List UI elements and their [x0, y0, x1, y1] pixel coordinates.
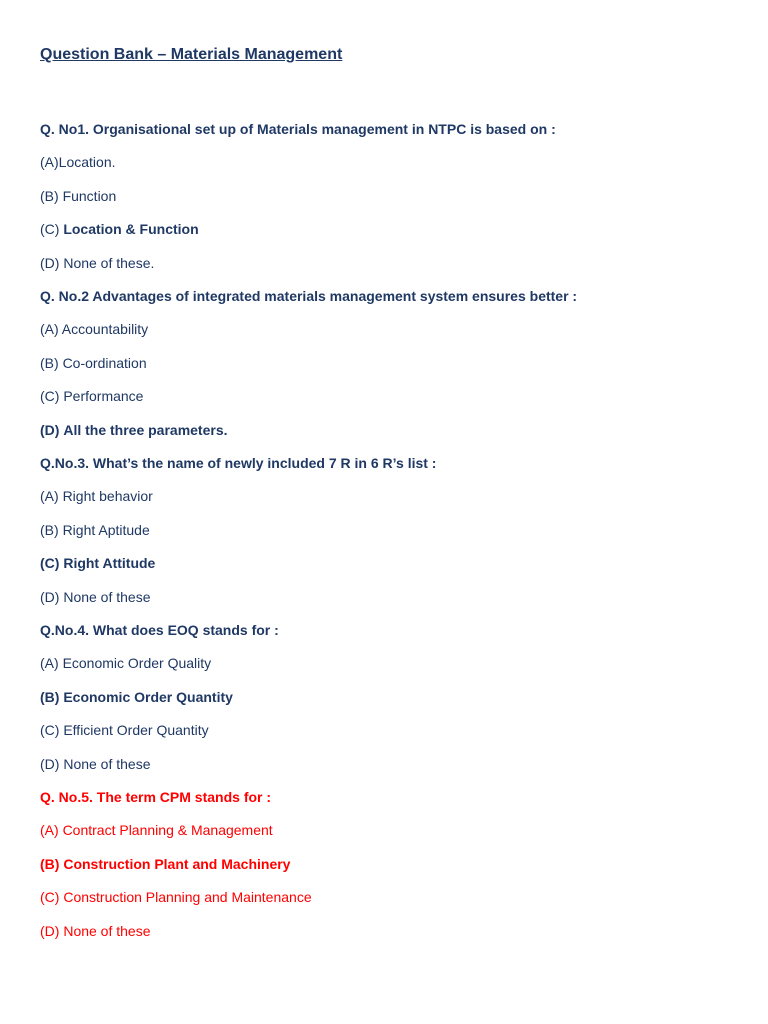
option-a: [40, 653, 740, 686]
option-letter: (B): [40, 187, 59, 204]
option-text: Location.: [58, 154, 116, 171]
option-letter: (B): [40, 521, 59, 538]
option-letter: (D): [40, 922, 60, 939]
option-letter: (C): [40, 889, 60, 906]
option-text: Construction Plant and Machinery: [63, 855, 291, 872]
option-c: [40, 386, 740, 419]
option-text: Economic Order Quality: [62, 655, 212, 672]
option-b-correct: [40, 687, 740, 720]
question-block-1: [40, 119, 740, 286]
option-letter: (D): [40, 254, 60, 271]
question-text: Q. No.2 Advantages of integrated materials management system ensures better :: [40, 288, 578, 304]
option-letter: (C): [40, 388, 60, 405]
option-c: [40, 887, 740, 920]
option-letter: (A): [40, 321, 59, 338]
option-letter: (C): [40, 722, 60, 739]
question-text: Q.No.3. What’s the name of newly included 7 R in 6 R’s list :: [40, 455, 437, 471]
option-a: [40, 820, 740, 853]
option-text: Economic Order Quantity: [63, 688, 233, 705]
option-letter: (D): [40, 755, 60, 772]
option-letter: (A): [40, 822, 59, 839]
option-d: [40, 921, 740, 954]
option-text: None of these: [63, 588, 151, 605]
option-text: Right behavior: [62, 488, 153, 505]
option-c-correct: [40, 219, 740, 252]
question-text: Q.No.4. What does EOQ stands for :: [40, 622, 279, 638]
option-text: Performance: [63, 388, 144, 405]
question-block-4: [40, 620, 740, 787]
option-text: Right Aptitude: [62, 521, 150, 538]
option-c-correct: [40, 553, 740, 586]
option-letter: (B): [40, 855, 60, 872]
question-block-5: [40, 787, 740, 954]
option-a: [40, 152, 740, 185]
option-text: Co-ordination: [62, 354, 147, 371]
option-letter: (B): [40, 688, 60, 705]
option-text: None of these: [63, 755, 151, 772]
question-text: Q. No1. Organisational set up of Materials management in NTPC is based on :: [40, 121, 556, 137]
question-text: Q. No.5. The term CPM stands for :: [40, 789, 272, 805]
option-d: [40, 253, 740, 286]
option-text: Efficient Order Quantity: [63, 722, 209, 739]
option-letter: (C): [40, 555, 60, 572]
option-text: Accountability: [61, 321, 149, 338]
option-b: [40, 186, 740, 219]
option-text: Construction Planning and Maintenance: [63, 889, 312, 906]
option-letter: (C): [40, 221, 60, 238]
option-letter: (A): [40, 154, 59, 171]
option-text: Function: [62, 187, 117, 204]
option-d: [40, 754, 740, 787]
option-b: [40, 520, 740, 553]
option-d-correct: [40, 420, 740, 453]
option-letter: (B): [40, 354, 59, 371]
page-title: Question Bank – Materials Management: [40, 46, 343, 63]
option-text: Right Attitude: [63, 555, 156, 572]
option-text: None of these.: [63, 254, 155, 271]
option-d: [40, 587, 740, 620]
option-letter: (A): [40, 655, 59, 672]
option-text: None of these: [63, 922, 151, 939]
option-c: [40, 720, 740, 753]
option-text: All the three parameters.: [63, 421, 228, 438]
option-letter: (D): [40, 588, 60, 605]
option-text: Contract Planning & Management: [62, 822, 273, 839]
option-a: [40, 486, 740, 519]
option-b: [40, 353, 740, 386]
option-b-correct: [40, 854, 740, 887]
question-block-3: [40, 453, 740, 620]
question-block-2: [40, 286, 740, 453]
option-a: [40, 319, 740, 352]
option-letter: (D): [40, 421, 60, 438]
option-letter: (A): [40, 488, 59, 505]
option-text: Location & Function: [63, 221, 199, 238]
